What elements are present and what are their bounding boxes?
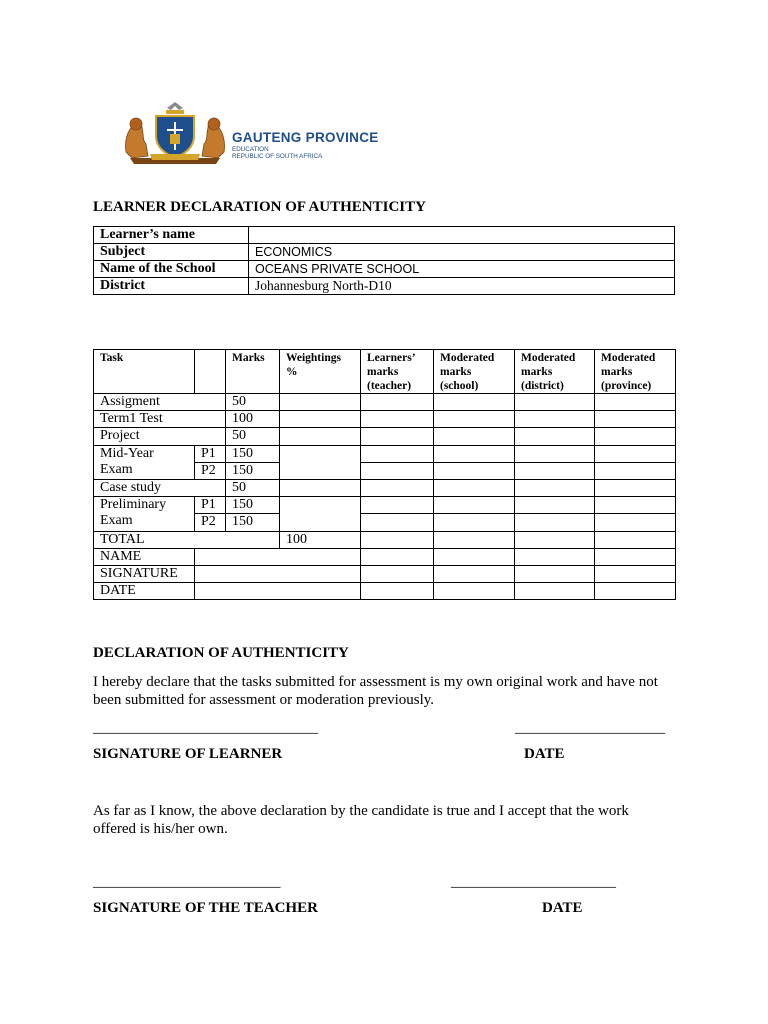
info-row-school [94, 261, 675, 278]
weighting-cell[interactable] [280, 445, 361, 479]
teacher-date-label: DATE [542, 900, 583, 916]
mod-province-cell[interactable] [595, 548, 676, 565]
table-row [94, 411, 676, 428]
coat-of-arms-icon [125, 102, 224, 164]
mod-school-cell[interactable] [434, 531, 515, 548]
mod-province-cell[interactable] [595, 445, 676, 462]
teacher-date-line[interactable]: ______________________ [451, 874, 616, 890]
label-signature: SIGNATURE [94, 565, 195, 582]
mod-school-cell[interactable] [434, 428, 515, 445]
mod-district-cell[interactable] [515, 497, 595, 514]
subject-value: ECONOMICS [249, 244, 675, 261]
weighting-cell[interactable] [280, 394, 361, 411]
mod-school-cell[interactable] [434, 497, 515, 514]
signature-field[interactable] [195, 565, 361, 582]
mod-school-cell[interactable] [434, 583, 515, 600]
mod-district-cell[interactable] [515, 394, 595, 411]
declaration-heading: DECLARATION OF AUTHENTICITY [93, 645, 349, 661]
table-row [94, 565, 676, 582]
mod-district-cell[interactable] [515, 428, 595, 445]
mod-province-cell[interactable] [595, 565, 676, 582]
info-row-subject [94, 244, 675, 261]
task-prelim: Preliminary Exam [94, 497, 195, 531]
learner-mark-cell[interactable] [361, 583, 434, 600]
marks-prelim-p2: 150 [226, 514, 280, 531]
mod-school-cell[interactable] [434, 445, 515, 462]
label-date: DATE [94, 583, 195, 600]
table-row [94, 583, 676, 600]
school-label: Name of the School [94, 261, 249, 278]
mod-province-cell[interactable] [595, 394, 676, 411]
mod-province-cell[interactable] [595, 411, 676, 428]
weighting-cell[interactable] [280, 428, 361, 445]
mod-school-cell[interactable] [434, 565, 515, 582]
info-row-district [94, 278, 675, 295]
mod-school-cell[interactable] [434, 479, 515, 496]
learner-mark-cell[interactable] [361, 514, 434, 531]
header-task: Task [94, 350, 195, 394]
task-assignment: Assigment [94, 394, 226, 411]
mod-district-cell[interactable] [515, 531, 595, 548]
learner-mark-cell[interactable] [361, 445, 434, 462]
task-project: Project [94, 428, 226, 445]
mod-school-cell[interactable] [434, 514, 515, 531]
marks-table [93, 349, 676, 600]
marks-assignment: 50 [226, 394, 280, 411]
logo-line-1: EDUCATION [232, 146, 269, 153]
mod-province-cell[interactable] [595, 479, 676, 496]
mod-district-cell[interactable] [515, 583, 595, 600]
weighting-cell[interactable] [280, 479, 361, 496]
mod-province-cell[interactable] [595, 497, 676, 514]
teacher-declaration-text: As far as I know, the above declaration by the candidate is true and I accept that the work offered is his/her own. [93, 803, 629, 837]
marks-case-study: 50 [226, 479, 280, 496]
marks-midyear-p2: 150 [226, 462, 280, 479]
paper-p1: P1 [195, 497, 226, 514]
marks-header-row [94, 350, 676, 394]
marks-prelim-p1: 150 [226, 497, 280, 514]
table-row [94, 531, 676, 548]
document-title: LEARNER DECLARATION OF AUTHENTICITY [93, 199, 426, 215]
learner-signature-label: SIGNATURE OF LEARNER [93, 746, 283, 762]
task-midyear: Mid-Year Exam [94, 445, 195, 479]
teacher-signature-line[interactable]: _________________________ [93, 874, 281, 890]
learner-mark-cell[interactable] [361, 548, 434, 565]
marks-midyear-p1: 150 [226, 445, 280, 462]
header-paper [195, 350, 226, 394]
mod-province-cell[interactable] [595, 514, 676, 531]
learner-mark-cell[interactable] [361, 428, 434, 445]
header-moderated-district: Moderated marks (district) [515, 350, 595, 394]
learner-date-label: DATE [524, 746, 565, 762]
marks-term1: 100 [226, 411, 280, 428]
mod-district-cell[interactable] [515, 548, 595, 565]
mod-province-cell[interactable] [595, 428, 676, 445]
mod-province-cell[interactable] [595, 583, 676, 600]
teacher-signature-label: SIGNATURE OF THE TEACHER [93, 900, 318, 916]
mod-province-cell[interactable] [595, 531, 676, 548]
table-row [94, 548, 676, 565]
learner-name-label: Learner’s name [94, 227, 249, 244]
logo-line-2: REPUBLIC OF SOUTH AFRICA [232, 153, 323, 160]
paper-p2: P2 [195, 514, 226, 531]
learner-mark-cell[interactable] [361, 411, 434, 428]
mod-school-cell[interactable] [434, 548, 515, 565]
mod-school-cell[interactable] [434, 394, 515, 411]
subject-label: Subject [94, 244, 249, 261]
info-row-learner-name [94, 227, 675, 244]
mod-district-cell[interactable] [515, 565, 595, 582]
mod-district-cell[interactable] [515, 445, 595, 462]
district-value: Johannesburg North-D10 [249, 278, 675, 295]
learner-date-line[interactable]: ____________________ [515, 720, 665, 736]
mod-school-cell[interactable] [434, 462, 515, 479]
table-row [94, 428, 676, 445]
date-field[interactable] [195, 583, 361, 600]
table-row [94, 497, 676, 514]
learner-mark-cell[interactable] [361, 394, 434, 411]
school-value: OCEANS PRIVATE SCHOOL [249, 261, 675, 278]
task-term1: Term1 Test [94, 411, 226, 428]
header-learners-marks: Learners’ marks (teacher) [361, 350, 434, 394]
learner-mark-cell[interactable] [361, 497, 434, 514]
mod-district-cell[interactable] [515, 411, 595, 428]
table-row [94, 445, 676, 462]
name-field[interactable] [195, 548, 361, 565]
learner-name-field[interactable] [249, 227, 675, 244]
learner-info-table [93, 226, 675, 295]
marks-project: 50 [226, 428, 280, 445]
paper-p2: P2 [195, 462, 226, 479]
gauteng-coat-of-arms-logo [120, 100, 410, 166]
label-name: NAME [94, 548, 195, 565]
mod-district-cell[interactable] [515, 462, 595, 479]
district-label: District [94, 278, 249, 295]
table-row [94, 479, 676, 496]
weighting-total: 100 [280, 531, 361, 548]
mod-province-cell[interactable] [595, 462, 676, 479]
learner-mark-cell[interactable] [361, 479, 434, 496]
learner-mark-cell[interactable] [361, 565, 434, 582]
learner-mark-cell[interactable] [361, 531, 434, 548]
mod-district-cell[interactable] [515, 514, 595, 531]
learner-signature-line[interactable]: ______________________________ [93, 720, 318, 736]
declaration-text: I hereby declare that the tasks submitted for assessment is my own original work and have not been submitted for assessment or moderation previously. [93, 674, 658, 708]
weighting-cell[interactable] [280, 497, 361, 531]
task-total: TOTAL [94, 531, 280, 548]
mod-district-cell[interactable] [515, 479, 595, 496]
header-weightings: Weightings % [280, 350, 361, 394]
weighting-cell[interactable] [280, 411, 361, 428]
table-row [94, 394, 676, 411]
learner-mark-cell[interactable] [361, 462, 434, 479]
header-marks: Marks [226, 350, 280, 394]
logo-title: GAUTENG PROVINCE [232, 130, 379, 145]
header-moderated-province: Moderated marks (province) [595, 350, 676, 394]
mod-school-cell[interactable] [434, 411, 515, 428]
paper-p1: P1 [195, 445, 226, 462]
header-moderated-school: Moderated marks (school) [434, 350, 515, 394]
task-case-study: Case study [94, 479, 226, 496]
